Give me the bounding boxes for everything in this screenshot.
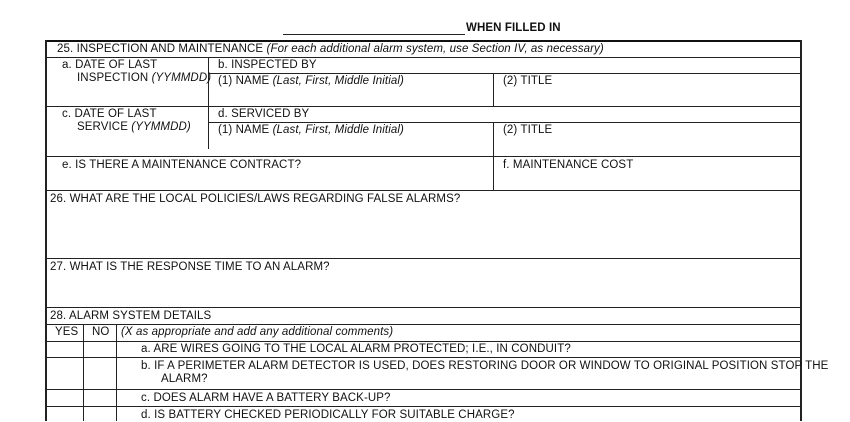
section-26-title: 26. WHAT ARE THE LOCAL POLICIES/LAWS REGARDING FALSE ALARMS? xyxy=(50,193,461,205)
label-25d1-prefix: (1) NAME xyxy=(218,124,270,136)
label-25d1-format: (Last, First, Middle Initial) xyxy=(272,124,404,136)
label-25c-word: SERVICE xyxy=(77,121,128,133)
label-25d1 xyxy=(218,124,404,137)
label-25d2: (2) TITLE xyxy=(503,124,553,136)
label-25b1-prefix: (1) NAME xyxy=(218,75,270,87)
item-28c-yes-box[interactable] xyxy=(47,390,82,405)
label-25b2: (2) TITLE xyxy=(503,75,553,87)
divider-28a xyxy=(45,341,801,342)
divider-ab xyxy=(208,57,209,149)
input-25b2-title[interactable] xyxy=(495,88,799,105)
section-28-instructions: (X as appropriate and add any additional comments) xyxy=(121,326,394,338)
label-25b1 xyxy=(218,75,404,88)
label-25a: a. DATE OF LAST xyxy=(62,59,158,71)
label-25a-word: INSPECTION xyxy=(77,72,149,84)
divider-27 xyxy=(45,258,801,259)
item-28b-text-line2: ALARM? xyxy=(161,373,208,385)
divider-b1-b2 xyxy=(493,73,494,106)
input-25d2-title[interactable] xyxy=(495,137,799,155)
divider-26 xyxy=(45,190,801,191)
divider-28d xyxy=(45,406,801,407)
col-yes-header: YES xyxy=(55,326,79,338)
item-28a-text: a. ARE WIRES GOING TO THE LOCAL ALARM PROTECTED; I.E., IN CONDUIT? xyxy=(141,343,571,355)
label-25e: e. IS THERE A MAINTENANCE CONTRACT? xyxy=(62,159,302,171)
label-25f: f. MAINTENANCE COST xyxy=(503,159,634,171)
divider-row-ef xyxy=(45,156,801,157)
input-25b1-name[interactable] xyxy=(210,88,492,105)
item-28a-yes-box[interactable] xyxy=(47,342,82,356)
divider-28 xyxy=(45,307,801,308)
section-28-title: 28. ALARM SYSTEM DETAILS xyxy=(50,310,212,322)
item-28a-no-box[interactable] xyxy=(84,342,115,356)
section-25-title xyxy=(57,43,604,56)
divider-28c xyxy=(45,389,801,390)
header-caveat: WHEN FILLED IN xyxy=(466,22,561,34)
label-25d: d. SERVICED BY xyxy=(218,108,310,120)
divider-28-head xyxy=(45,324,801,325)
label-25c: c. DATE OF LAST xyxy=(62,108,157,120)
item-28c-text: c. DOES ALARM HAVE A BATTERY BACK-UP? xyxy=(141,392,391,404)
divider-d-sub xyxy=(208,122,800,123)
divider-d1-d2 xyxy=(493,122,494,156)
item-28b-text: b. IF A PERIMETER ALARM DETECTOR IS USED, DOES RESTORING DOOR OR WINDOW TO ORIGINAL POSITION STOP THE xyxy=(141,360,829,372)
divider-row-cd xyxy=(45,106,801,107)
label-25b1-format: (Last, First, Middle Initial) xyxy=(272,75,404,87)
label-25a-line2 xyxy=(77,72,211,85)
input-25d1-name[interactable] xyxy=(210,137,492,155)
section-27-title: 27. WHAT IS THE RESPONSE TIME TO AN ALARM? xyxy=(50,261,330,273)
label-25c-line2 xyxy=(77,121,191,134)
item-28b-yes-box[interactable] xyxy=(47,358,82,388)
input-25e-contract[interactable] xyxy=(47,173,492,189)
input-25c-date[interactable] xyxy=(47,135,207,154)
section-25-note: (For each additional alarm system, use Section IV, as necessary) xyxy=(266,43,604,55)
divider-b-sub xyxy=(208,73,800,74)
input-25f-cost[interactable] xyxy=(495,173,799,189)
divider-28b xyxy=(45,357,801,358)
item-28b-no-box[interactable] xyxy=(84,358,115,388)
col-no-header: NO xyxy=(92,326,110,338)
label-25b: b. INSPECTED BY xyxy=(218,59,317,71)
divider-25-head xyxy=(45,57,801,58)
input-25a-date[interactable] xyxy=(47,86,207,106)
label-25a-format: (YYMMDD) xyxy=(151,72,212,84)
header-underline xyxy=(283,34,465,35)
item-28d-yes-box[interactable] xyxy=(47,407,82,421)
section-25-heading: 25. INSPECTION AND MAINTENANCE xyxy=(57,43,264,55)
label-25c-format: (YYMMDD) xyxy=(131,121,191,133)
item-28d-text: d. IS BATTERY CHECKED PERIODICALLY FOR SUITABLE CHARGE? xyxy=(141,409,515,421)
item-28d-no-box[interactable] xyxy=(84,407,115,421)
input-27-response-time[interactable] xyxy=(47,275,799,306)
input-26-policies[interactable] xyxy=(47,207,799,257)
item-28c-no-box[interactable] xyxy=(84,390,115,405)
form-top-border xyxy=(45,40,801,42)
divider-e-f xyxy=(493,156,494,190)
